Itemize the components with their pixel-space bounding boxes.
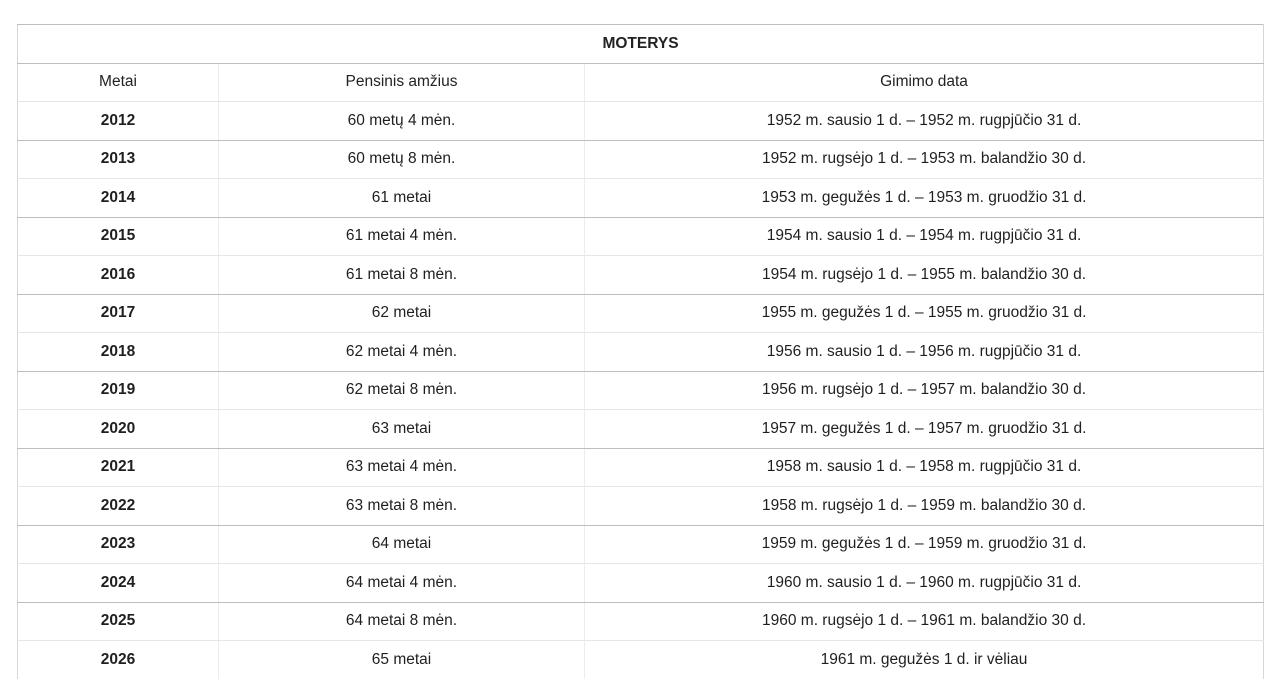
cell-year: 2022 bbox=[18, 487, 219, 526]
cell-year: 2020 bbox=[18, 410, 219, 449]
cell-birth-date: 1960 m. rugsėjo 1 d. – 1961 m. balandžio 30 d. bbox=[585, 602, 1264, 641]
table-row bbox=[18, 448, 1264, 487]
table-row bbox=[18, 256, 1264, 295]
cell-year: 2018 bbox=[18, 333, 219, 372]
table-row bbox=[18, 333, 1264, 372]
table-row bbox=[18, 371, 1264, 410]
table-row bbox=[18, 294, 1264, 333]
cell-retirement-age: 62 metai 8 mėn. bbox=[219, 371, 585, 410]
cell-retirement-age: 63 metai 8 mėn. bbox=[219, 487, 585, 526]
table-body bbox=[18, 102, 1264, 679]
table-row bbox=[18, 102, 1264, 141]
cell-birth-date: 1952 m. sausio 1 d. – 1952 m. rugpjūčio 31 d. bbox=[585, 102, 1264, 141]
column-header-retirement-age: Pensinis amžius bbox=[219, 63, 585, 102]
cell-birth-date: 1958 m. rugsėjo 1 d. – 1959 m. balandžio 30 d. bbox=[585, 487, 1264, 526]
cell-retirement-age: 60 metų 4 mėn. bbox=[219, 102, 585, 141]
table-row bbox=[18, 487, 1264, 526]
cell-retirement-age: 60 metų 8 mėn. bbox=[219, 140, 585, 179]
cell-year: 2013 bbox=[18, 140, 219, 179]
cell-birth-date: 1960 m. sausio 1 d. – 1960 m. rugpjūčio 31 d. bbox=[585, 564, 1264, 603]
cell-year: 2024 bbox=[18, 564, 219, 603]
cell-retirement-age: 61 metai 8 mėn. bbox=[219, 256, 585, 295]
table-row bbox=[18, 602, 1264, 641]
cell-year: 2019 bbox=[18, 371, 219, 410]
cell-year: 2015 bbox=[18, 217, 219, 256]
table-row bbox=[18, 525, 1264, 564]
cell-birth-date: 1953 m. gegužės 1 d. – 1953 m. gruodžio 31 d. bbox=[585, 179, 1264, 218]
cell-retirement-age: 64 metai bbox=[219, 525, 585, 564]
cell-year: 2023 bbox=[18, 525, 219, 564]
cell-birth-date: 1958 m. sausio 1 d. – 1958 m. rugpjūčio 31 d. bbox=[585, 448, 1264, 487]
cell-birth-date: 1955 m. gegužės 1 d. – 1955 m. gruodžio 31 d. bbox=[585, 294, 1264, 333]
cell-retirement-age: 61 metai 4 mėn. bbox=[219, 217, 585, 256]
cell-retirement-age: 63 metai 4 mėn. bbox=[219, 448, 585, 487]
table-row bbox=[18, 217, 1264, 256]
retirement-age-table bbox=[17, 24, 1264, 679]
cell-retirement-age: 61 metai bbox=[219, 179, 585, 218]
cell-birth-date: 1961 m. gegužės 1 d. ir vėliau bbox=[585, 641, 1264, 679]
cell-year: 2026 bbox=[18, 641, 219, 679]
table-row bbox=[18, 641, 1264, 679]
cell-year: 2016 bbox=[18, 256, 219, 295]
cell-birth-date: 1954 m. sausio 1 d. – 1954 m. rugpjūčio 31 d. bbox=[585, 217, 1264, 256]
cell-retirement-age: 64 metai 8 mėn. bbox=[219, 602, 585, 641]
table-title-row bbox=[18, 25, 1264, 64]
cell-year: 2021 bbox=[18, 448, 219, 487]
cell-retirement-age: 62 metai 4 mėn. bbox=[219, 333, 585, 372]
cell-year: 2017 bbox=[18, 294, 219, 333]
cell-year: 2012 bbox=[18, 102, 219, 141]
cell-birth-date: 1956 m. sausio 1 d. – 1956 m. rugpjūčio 31 d. bbox=[585, 333, 1264, 372]
column-header-year: Metai bbox=[18, 63, 219, 102]
table-title: MOTERYS bbox=[18, 25, 1264, 64]
table-row bbox=[18, 410, 1264, 449]
cell-retirement-age: 64 metai 4 mėn. bbox=[219, 564, 585, 603]
retirement-age-table-container bbox=[17, 24, 1263, 679]
cell-retirement-age: 63 metai bbox=[219, 410, 585, 449]
cell-birth-date: 1959 m. gegužės 1 d. – 1959 m. gruodžio 31 d. bbox=[585, 525, 1264, 564]
cell-birth-date: 1952 m. rugsėjo 1 d. – 1953 m. balandžio 30 d. bbox=[585, 140, 1264, 179]
table-header-row bbox=[18, 63, 1264, 102]
cell-year: 2014 bbox=[18, 179, 219, 218]
cell-year: 2025 bbox=[18, 602, 219, 641]
cell-birth-date: 1957 m. gegužės 1 d. – 1957 m. gruodžio 31 d. bbox=[585, 410, 1264, 449]
cell-retirement-age: 65 metai bbox=[219, 641, 585, 679]
table-row bbox=[18, 564, 1264, 603]
table-row bbox=[18, 140, 1264, 179]
table-row bbox=[18, 179, 1264, 218]
cell-retirement-age: 62 metai bbox=[219, 294, 585, 333]
cell-birth-date: 1956 m. rugsėjo 1 d. – 1957 m. balandžio 30 d. bbox=[585, 371, 1264, 410]
column-header-birth-date: Gimimo data bbox=[585, 63, 1264, 102]
cell-birth-date: 1954 m. rugsėjo 1 d. – 1955 m. balandžio 30 d. bbox=[585, 256, 1264, 295]
